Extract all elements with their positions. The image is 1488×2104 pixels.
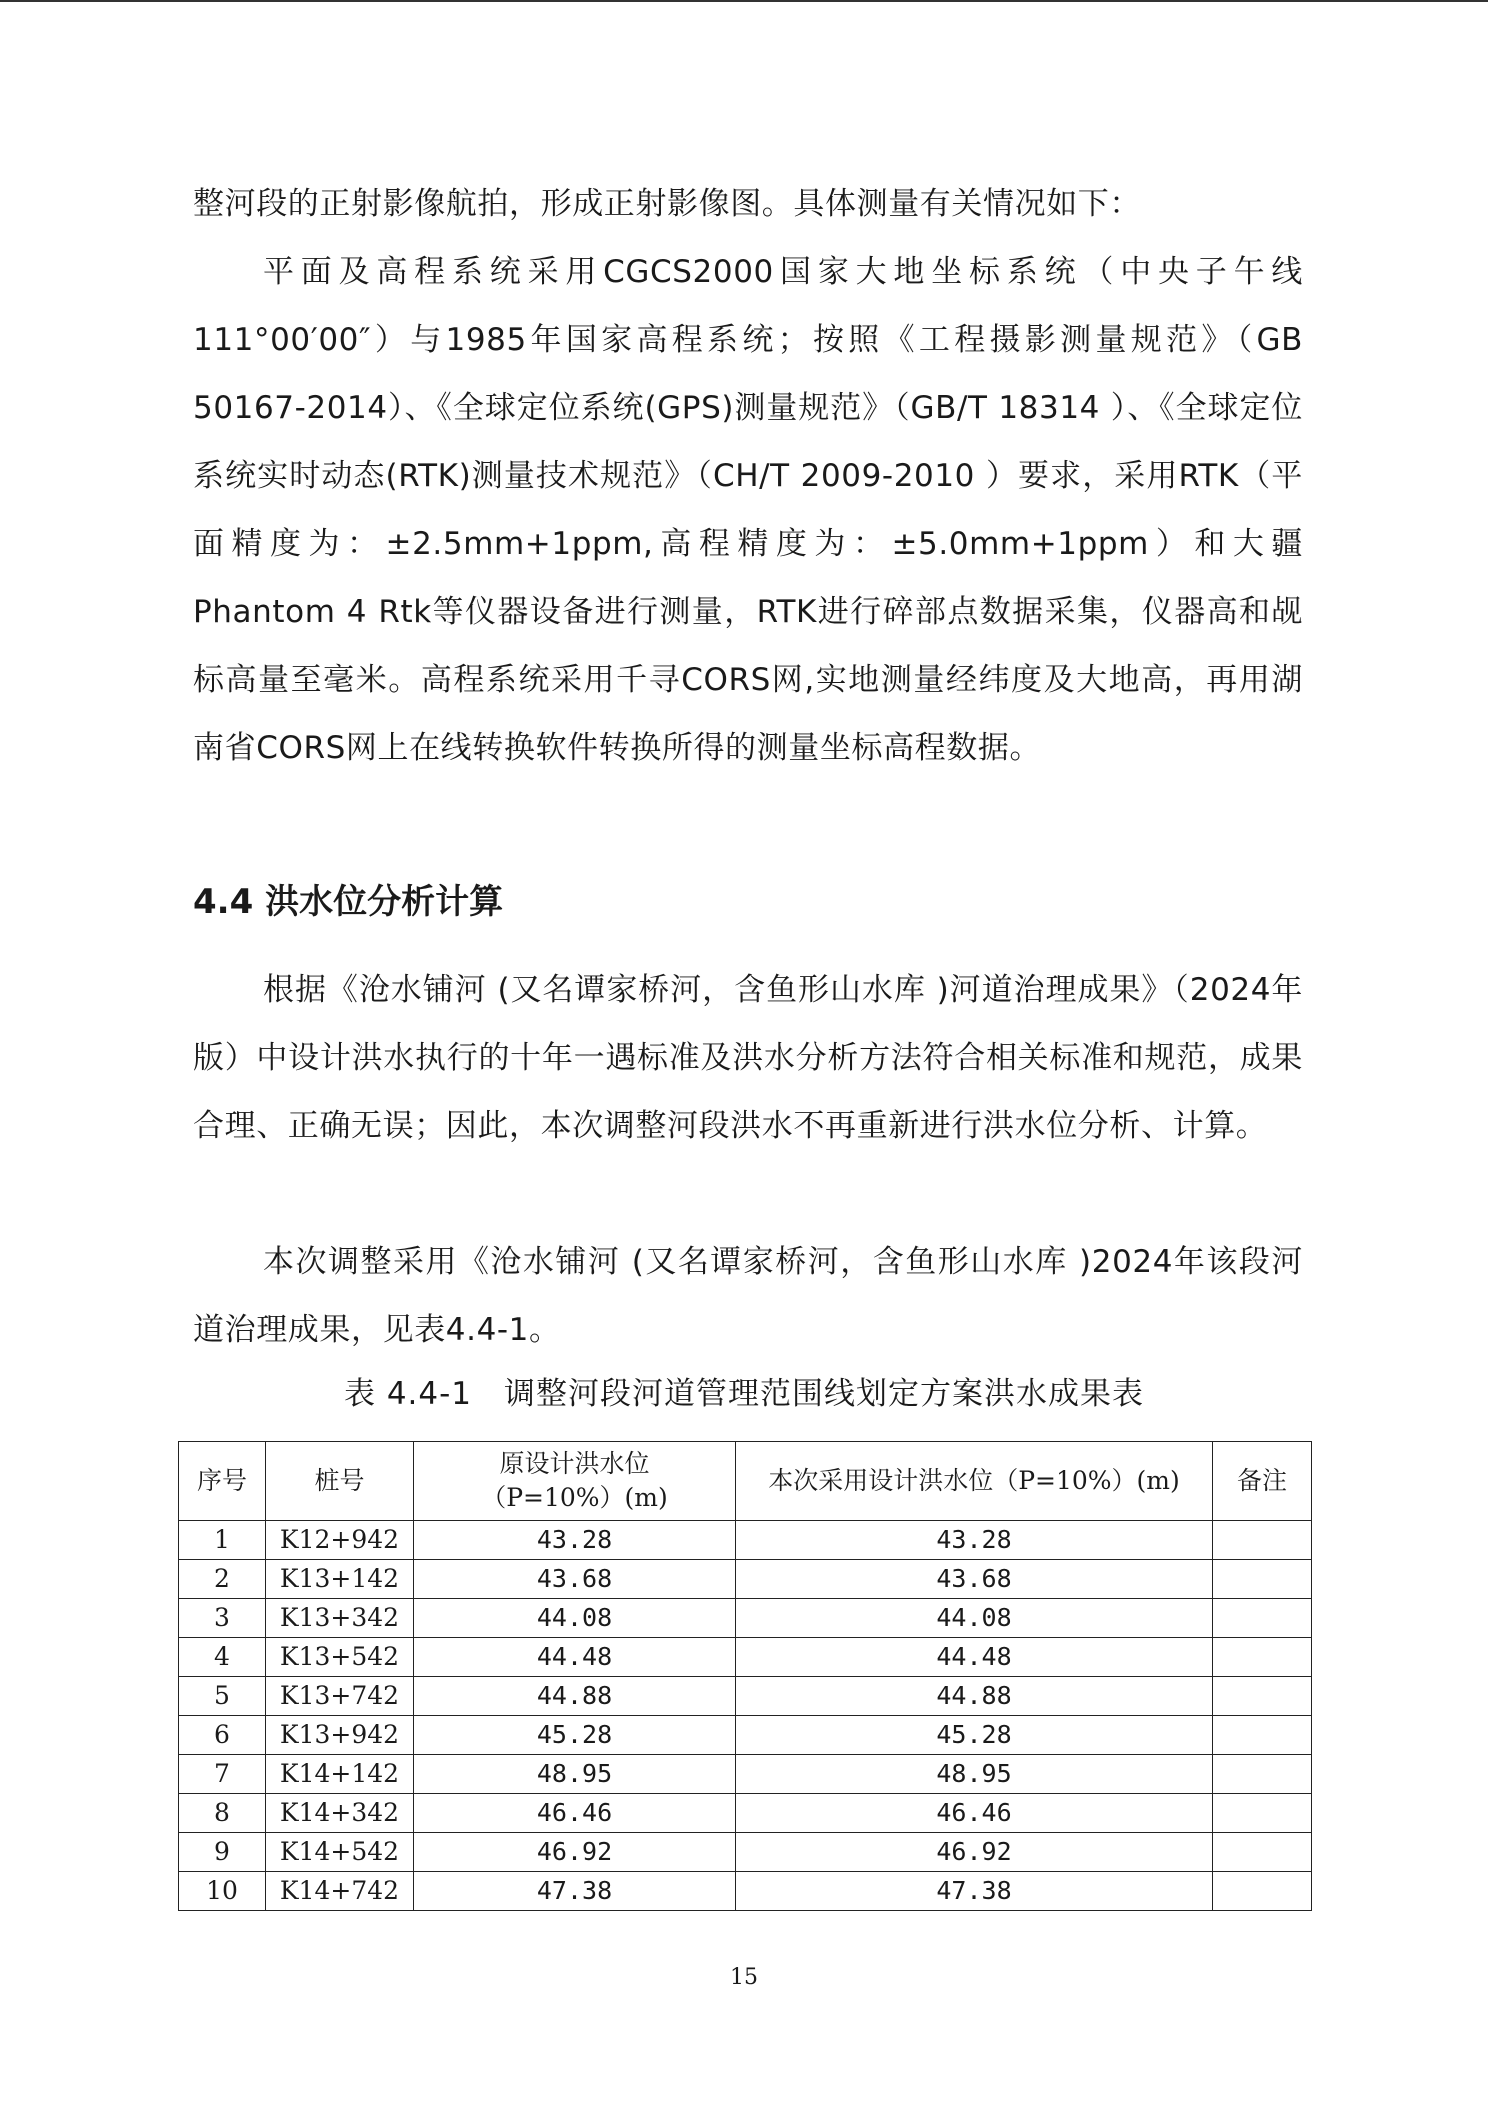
cell-serial: 7 [179,1755,266,1794]
cell-original-level: 44.48 [414,1638,736,1677]
cell-station: K13+942 [266,1716,414,1755]
cell-station: K14+342 [266,1794,414,1833]
cell-serial: 9 [179,1833,266,1872]
page-number: 15 [730,1965,758,1990]
cell-serial: 10 [179,1872,266,1911]
cell-note [1213,1872,1312,1911]
cell-original-level: 43.28 [414,1521,736,1560]
cell-note [1213,1794,1312,1833]
cell-note [1213,1638,1312,1677]
header-station: 桩号 [266,1442,414,1521]
table-row [179,1794,1312,1833]
header-serial: 序号 [179,1442,266,1521]
section-heading: 4.4 洪水位分析计算 [193,882,504,922]
cell-original-level: 44.08 [414,1599,736,1638]
header-original-level-line1: 原设计洪水位 [499,1449,650,1478]
paragraph-survey-method: 平面及高程系统采用CGCS2000国家大地坐标系统（中央子午线111°00′00″）与1985年国家高程系统；按照《工程摄影测量规范》（GB 50167-2014）、《全球定位系统(GPS)测量规范》（GB/T 18314 ）、《全球定位系统实时动态(RTK)测量技术规范》（CH/T 2009-2010 ）要求，采用RTK（平面精度为：±2.5mm+1ppm,高程精度为：±5.0mm+1ppm）和大疆Phantom 4 Rtk等仪器设备进行测量，RTK进行碎部点数据采集，仪器高和觇标高量至毫米。高程系统采用千寻CORS网,实地测量经纬度及大地高，再用湖南省CORS网上在线转换软件转换所得的测量坐标高程数据。 [193,254,1303,766]
cell-original-level: 46.46 [414,1794,736,1833]
cell-adopted-level: 45.28 [736,1716,1213,1755]
flood-level-table [178,1441,1312,1911]
table-row [179,1521,1312,1560]
paragraph-flood-analysis: 根据《沧水铺河 (又名谭家桥河，含鱼形山水库 )河道治理成果》（2024年版）中设计洪水执行的十年一遇标准及洪水分析方法符合相关标准和规范，成果合理、正确无误；因此，本次调整河段洪水不再重新进行洪水位分析、计算。 [193,972,1303,1144]
paragraph-adopted-results: 本次调整采用《沧水铺河 (又名谭家桥河，含鱼形山水库 )2024年该段河道治理成果，见表4.4-1。 [193,1244,1303,1348]
table-body [179,1521,1312,1911]
cell-adopted-level: 44.08 [736,1599,1213,1638]
cell-station: K13+342 [266,1599,414,1638]
cell-station: K14+542 [266,1833,414,1872]
cell-station: K13+142 [266,1560,414,1599]
cell-adopted-level: 48.95 [736,1755,1213,1794]
header-original-level-line2: （P=10%）(m) [481,1483,668,1512]
cell-note [1213,1833,1312,1872]
cell-note [1213,1521,1312,1560]
paragraph-intro: 整河段的正射影像航拍，形成正射影像图。具体测量有关情况如下： [193,186,1141,222]
table-row [179,1755,1312,1794]
header-original-level [414,1442,736,1521]
cell-original-level: 47.38 [414,1872,736,1911]
table-row [179,1560,1312,1599]
cell-station: K14+142 [266,1755,414,1794]
cell-station: K14+742 [266,1872,414,1911]
cell-note [1213,1716,1312,1755]
cell-station: K13+742 [266,1677,414,1716]
cell-note [1213,1677,1312,1716]
cell-note [1213,1755,1312,1794]
cell-adopted-level: 43.68 [736,1560,1213,1599]
table-row [179,1599,1312,1638]
cell-original-level: 45.28 [414,1716,736,1755]
cell-serial: 4 [179,1638,266,1677]
table-row [179,1638,1312,1677]
cell-note [1213,1599,1312,1638]
cell-adopted-level: 43.28 [736,1521,1213,1560]
cell-original-level: 44.88 [414,1677,736,1716]
header-note: 备注 [1213,1442,1312,1521]
table-row [179,1677,1312,1716]
cell-adopted-level: 47.38 [736,1872,1213,1911]
cell-serial: 3 [179,1599,266,1638]
table-row [179,1716,1312,1755]
cell-original-level: 43.68 [414,1560,736,1599]
cell-original-level: 46.92 [414,1833,736,1872]
cell-station: K13+542 [266,1638,414,1677]
cell-serial: 1 [179,1521,266,1560]
top-border-line [0,0,1488,2]
cell-serial: 8 [179,1794,266,1833]
cell-adopted-level: 44.48 [736,1638,1213,1677]
cell-station: K12+942 [266,1521,414,1560]
cell-serial: 6 [179,1716,266,1755]
cell-adopted-level: 44.88 [736,1677,1213,1716]
table-row [179,1872,1312,1911]
cell-note [1213,1560,1312,1599]
cell-serial: 5 [179,1677,266,1716]
table-header-row [179,1442,1312,1521]
cell-adopted-level: 46.46 [736,1794,1213,1833]
cell-original-level: 48.95 [414,1755,736,1794]
table-row [179,1833,1312,1872]
cell-adopted-level: 46.92 [736,1833,1213,1872]
header-adopted-level: 本次采用设计洪水位（P=10%）(m) [736,1442,1213,1521]
table-caption: 表 4.4-1 调整河段河道管理范围线划定方案洪水成果表 [343,1376,1145,1412]
cell-serial: 2 [179,1560,266,1599]
